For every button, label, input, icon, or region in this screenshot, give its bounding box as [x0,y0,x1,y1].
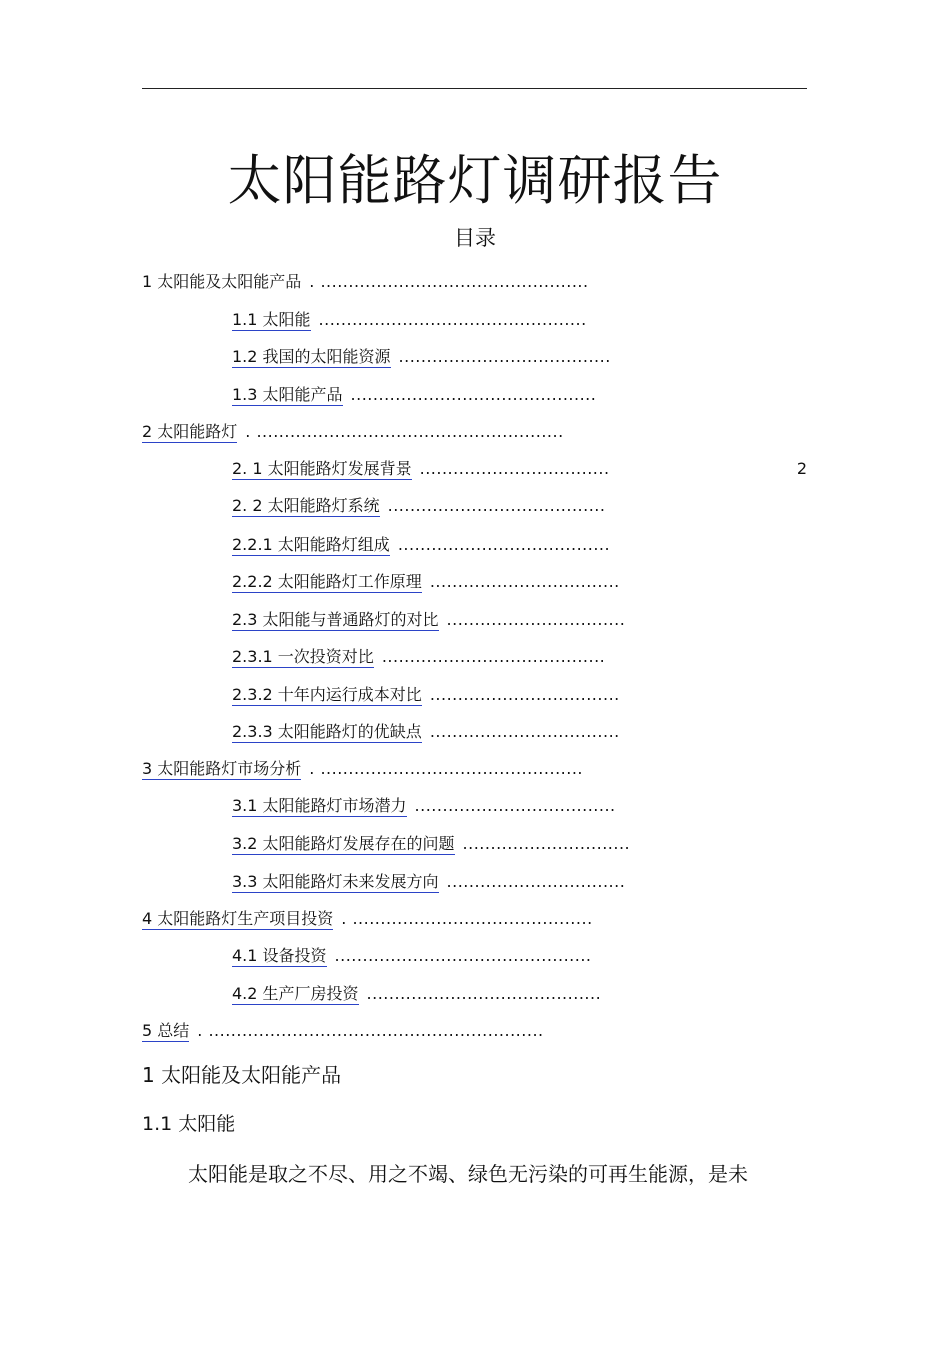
toc-entry[interactable] [232,384,596,406]
toc-leader-dots: . ........................................... [341,909,593,928]
toc-entry[interactable] [232,609,625,631]
toc-entry-label[interactable]: 2.3 太阳能与普通路灯的对比 [232,610,439,629]
toc-leader-dots: ................................ [446,610,626,629]
toc-entry[interactable] [142,421,564,443]
toc-entry[interactable] [232,833,630,855]
toc-entry-label[interactable]: 4 太阳能路灯生产项目投资 [142,909,334,928]
toc-leader-dots: ....................................... [387,496,606,515]
toc-entry[interactable] [142,758,583,780]
toc-leader-dots: .................................. [429,722,620,741]
toc-entry-label[interactable]: 2. 1 太阳能路灯发展背景 [232,459,412,478]
toc-entry-label[interactable]: 2.2.1 太阳能路灯组成 [232,535,390,554]
toc-leader-dots: .............................. [462,834,631,853]
toc-entry[interactable] [232,534,610,556]
toc-leader-dots: ...................................... [398,347,611,366]
body-paragraph: 太阳能是取之不尽、用之不竭、绿色无污染的可再生能源，是未 [188,1162,748,1186]
toc-entry[interactable] [232,871,625,893]
toc-entry-label[interactable]: 2.2.2 太阳能路灯工作原理 [232,572,422,591]
toc-leader-dots: ........................................ [381,647,606,666]
toc-leader-dots: ................................ [446,872,626,891]
toc-entry-label[interactable]: 3 太阳能路灯市场分析 [142,759,302,778]
subsection-heading: 1.1 太阳能 [142,1113,236,1135]
toc-leader-dots: .............................................. [334,946,592,965]
toc-entry[interactable] [142,1020,544,1042]
toc-entry-label[interactable]: 1.2 我国的太阳能资源 [232,347,391,366]
toc-leader-dots: .................................. [429,572,620,591]
toc-entry[interactable] [232,571,620,593]
toc-leader-dots: . ................................................ [309,272,589,291]
document-title: 太阳能路灯调研报告 [227,149,723,212]
toc-entry-label[interactable]: 1 太阳能及太阳能产品 [142,272,302,291]
toc-entry-label[interactable]: 4.1 设备投资 [232,946,327,965]
toc-entry-label[interactable]: 2 太阳能路灯 [142,422,238,441]
toc-entry[interactable] [232,346,611,368]
toc-leader-dots: ................................................ [318,310,587,329]
toc-entry-label[interactable]: 2.3.2 十年内运行成本对比 [232,685,422,704]
toc-entry[interactable] [232,458,610,480]
toc-entry[interactable] [232,983,601,1005]
toc-leader-dots: ...................................... [397,535,611,554]
toc-entry[interactable] [232,495,605,517]
toc-heading: 目录 [454,226,496,250]
toc-leader-dots: ............................................ [350,385,597,404]
toc-leader-dots: .................................. [419,459,610,478]
toc-leader-dots: .................................... [414,796,616,815]
toc-entry[interactable] [232,795,616,817]
toc-entry-label[interactable]: 1.1 太阳能 [232,310,311,329]
toc-entry[interactable] [232,684,620,706]
toc-entry[interactable] [142,908,593,930]
header-rule [142,88,807,89]
toc-entry-label[interactable]: 2.3.1 一次投资对比 [232,647,374,666]
toc-leader-dots: .......................................... [366,984,602,1003]
toc-leader-dots: .................................. [429,685,620,704]
toc-entry-label[interactable]: 4.2 生产厂房投资 [232,984,359,1003]
toc-leader-dots: . ....................................................... [245,422,564,441]
toc-entry-label[interactable]: 2. 2 太阳能路灯系统 [232,496,380,515]
toc-entry-label[interactable]: 2.3.3 太阳能路灯的优缺点 [232,722,422,741]
toc-leader-dots: . ............................................... [309,759,583,778]
section-heading: 1 太阳能及太阳能产品 [142,1063,342,1087]
toc-entry[interactable] [142,271,589,293]
toc-entry-label[interactable]: 3.2 太阳能路灯发展存在的问题 [232,834,455,853]
toc-entry-label[interactable]: 3.1 太阳能路灯市场潜力 [232,796,407,815]
toc-entry-label[interactable]: 1.3 太阳能产品 [232,385,343,404]
toc-entry-label[interactable]: 5 总结 [142,1021,190,1040]
toc-entry[interactable] [232,945,592,967]
toc-page-number: 2 [796,459,807,478]
toc-entry[interactable] [232,646,605,668]
toc-entry-label[interactable]: 3.3 太阳能路灯未来发展方向 [232,872,439,891]
toc-leader-dots: . ............................................................ [197,1021,544,1040]
toc-entry[interactable] [232,309,587,331]
toc-entry[interactable] [232,721,620,743]
